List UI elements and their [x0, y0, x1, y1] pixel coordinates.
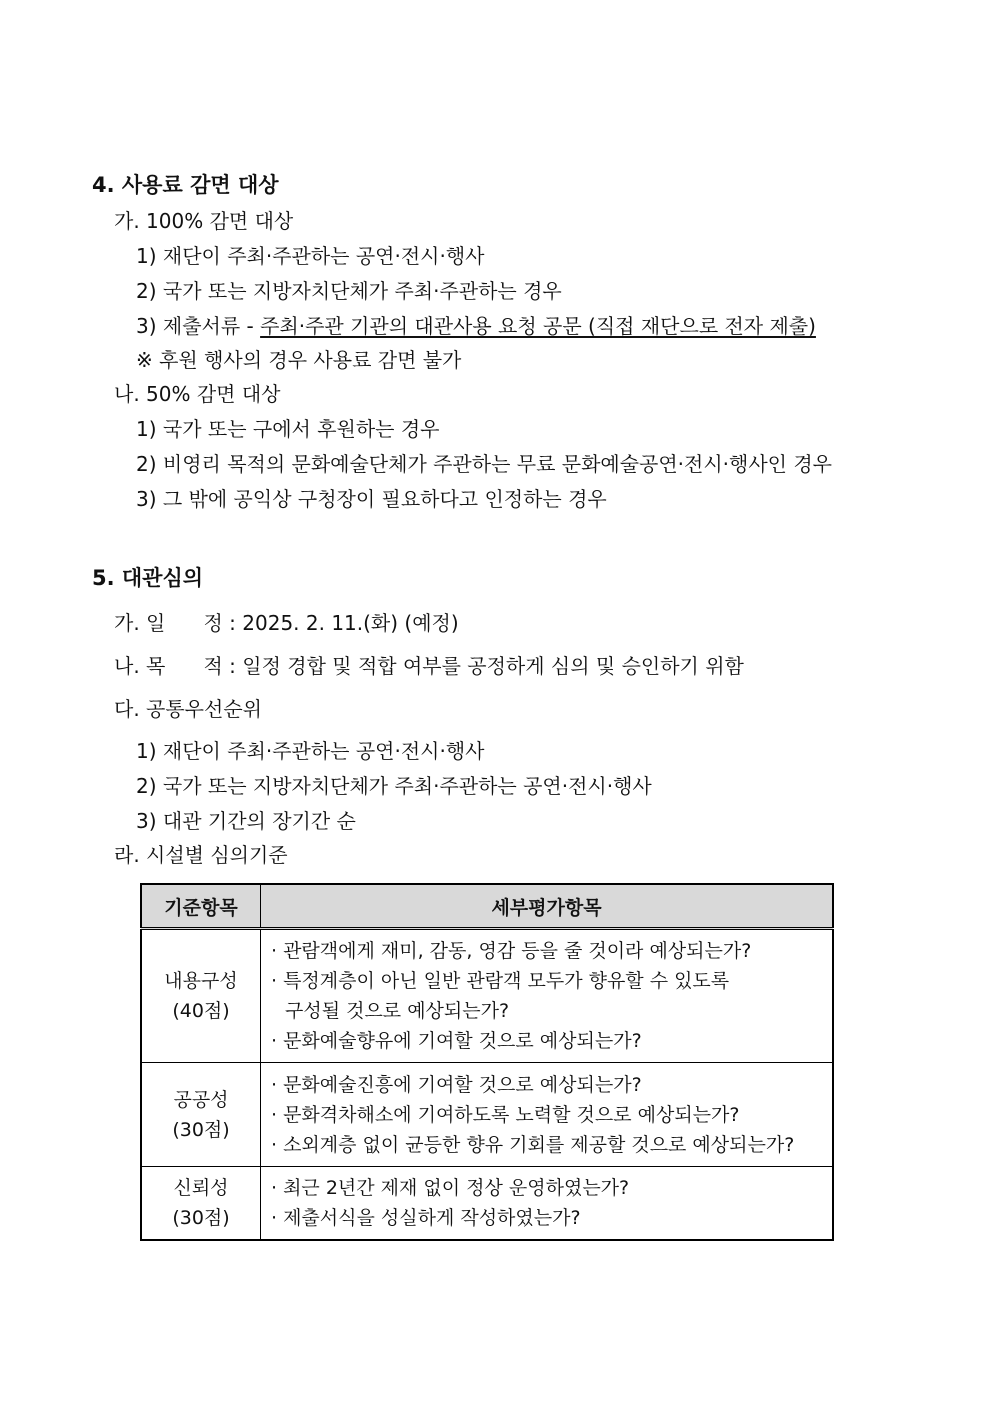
item-na-3: 3) 그 밖에 공익상 구청장이 필요하다고 인정하는 경우 — [136, 487, 607, 511]
detail-item-continued: 구성될 것으로 예상되는가? — [285, 1000, 510, 1022]
priority-2: 2) 국가 또는 지방자치단체가 주최·주관하는 공연·전시·행사 — [136, 774, 652, 798]
facility-criteria: 라. 시설별 심의기준 — [114, 843, 288, 867]
item-na-50: 나. 50% 감면 대상 — [114, 382, 281, 406]
table-row — [141, 929, 833, 1063]
detail-item: · 특정계층이 아닌 일반 관람객 모두가 향유할 수 있도록 — [271, 970, 730, 992]
details-cell — [261, 1167, 834, 1241]
item-na-1: 1) 국가 또는 구에서 후원하는 경우 — [136, 417, 440, 441]
detail-item: · 문화예술진흥에 기여할 것으로 예상되는가? — [271, 1073, 642, 1096]
item-ga-3 — [136, 312, 816, 340]
priority-3: 3) 대관 기간의 장기간 순 — [136, 809, 356, 833]
detail-item: · 제출서식을 성실하게 작성하였는가? — [271, 1207, 581, 1229]
item-ga-2: 2) 국가 또는 지방자치단체가 주최·주관하는 경우 — [136, 279, 562, 303]
item-ga-1: 1) 재단이 주최·주관하는 공연·전시·행사 — [136, 244, 485, 268]
review-date: 가. 일 정 : 2025. 2. 11.(화) (예정) — [114, 611, 459, 635]
criteria-name: 신뢰성 — [173, 1177, 229, 1199]
detail-item: · 문화격차해소에 기여하도록 노력할 것으로 예상되는가? — [271, 1103, 740, 1126]
item-na-2: 2) 비영리 목적의 문화예술단체가 주관하는 무료 문화예술공연·전시·행사인 경우 — [136, 452, 832, 476]
criteria-cell — [141, 1167, 261, 1241]
detail-item: · 문화예술향유에 기여할 것으로 예상되는가? — [271, 1030, 642, 1052]
table-row — [141, 1167, 833, 1241]
criteria-score: (30점) — [172, 1118, 230, 1141]
sponsor-note: ※ 후원 행사의 경우 사용료 감면 불가 — [136, 348, 462, 372]
header-criteria: 기준항목 — [141, 884, 261, 929]
table-header-row — [141, 884, 833, 929]
details-cell — [261, 929, 834, 1063]
detail-item: · 최근 2년간 제재 없이 정상 운영하였는가? — [271, 1177, 630, 1199]
criteria-cell — [141, 1063, 261, 1167]
table-row — [141, 1063, 833, 1167]
criteria-score: (40점) — [172, 1000, 230, 1022]
criteria-name: 공공성 — [173, 1088, 229, 1111]
details-cell — [261, 1063, 834, 1167]
section-5-title: 5. 대관심의 — [92, 566, 204, 590]
review-purpose: 나. 목 적 : 일정 경합 및 적합 여부를 공정하게 심의 및 승인하기 위함 — [114, 654, 744, 678]
criteria-cell — [141, 929, 261, 1063]
common-priority: 다. 공통우선순위 — [114, 697, 262, 721]
header-details: 세부평가항목 — [261, 884, 834, 929]
item-ga-100: 가. 100% 감면 대상 — [114, 209, 294, 233]
detail-item: · 소외계층 없이 균등한 향유 기회를 제공할 것으로 예상되는가? — [271, 1133, 795, 1156]
criteria-table — [140, 883, 834, 1241]
item-ga-3-documents: 주최·주관 기관의 대관사용 요청 공문 (직접 재단으로 전자 제출) — [260, 314, 816, 338]
section-4-title: 4. 사용료 감면 대상 — [92, 173, 279, 197]
detail-item: · 관람객에게 재미, 감동, 영감 등을 줄 것이라 예상되는가? — [271, 940, 752, 962]
item-ga-3-prefix: 3) 제출서류 - — [136, 314, 261, 338]
criteria-name: 내용구성 — [164, 970, 238, 992]
priority-1: 1) 재단이 주최·주관하는 공연·전시·행사 — [136, 739, 485, 763]
criteria-score: (30점) — [172, 1207, 230, 1229]
